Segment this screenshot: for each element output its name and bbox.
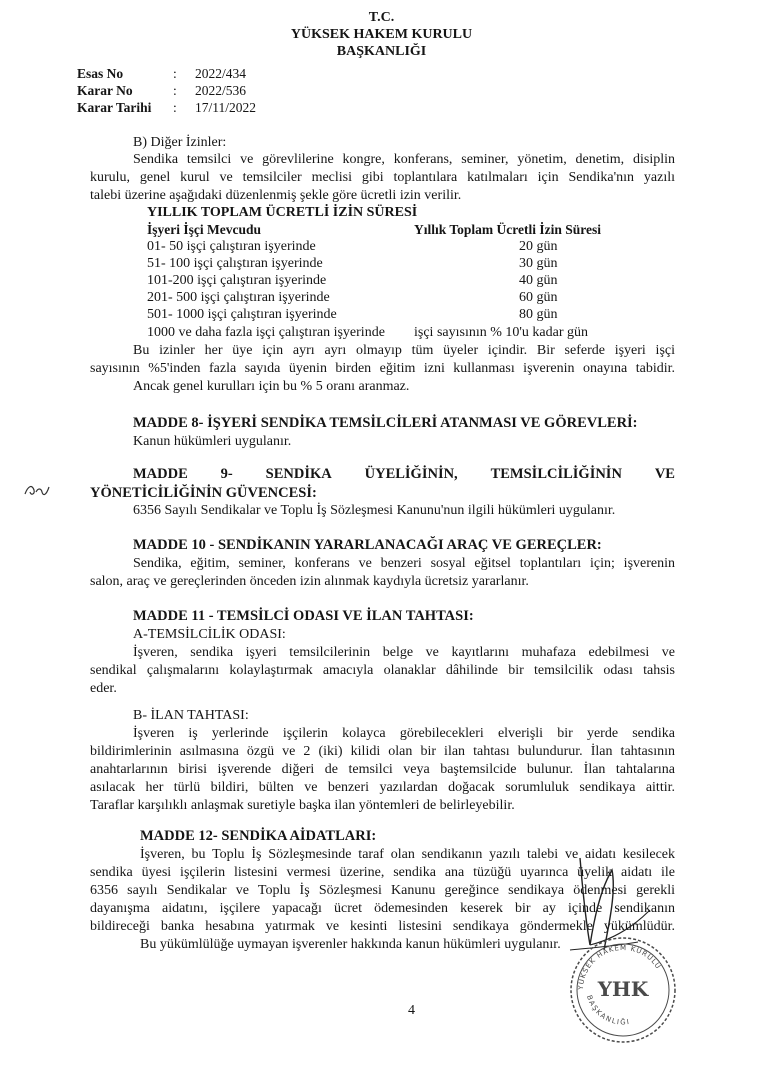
meta-esas-no: Esas No : 2022/434 xyxy=(77,66,247,81)
madde10-body-line: salon, araç ve gereçlerinden önceden izin alınmak kaydıyla ücretsiz yararlanır. xyxy=(90,574,529,589)
madde11-b-line: Taraflar karşılıklı anlaşmak suretiyle başka ilan yöntemleri de belirleyebilir. xyxy=(90,798,515,813)
madde11-b-line: anahtarlarının birisi işverende diğeri de temsilci veya baştemsilcide bulunur. İlan tahtalarına xyxy=(90,762,675,777)
leave-table-col2-header: Yıllık Toplam Ücretli İzin Süresi xyxy=(414,222,602,237)
header-presidency: BAŞKANLIĞI xyxy=(336,44,427,59)
madde12-body-line: Bu yükümlülüğe uymayan işverenler hakkında kanun hükümleri uygulanır. xyxy=(140,937,561,952)
header-tc: T.C. xyxy=(368,10,395,25)
madde11-b-line: asılacak her türlü bildiri, bülten ve benzeri yazılardan doğacak sorumluluk sendikaya aittir. xyxy=(90,780,675,795)
svg-text:BAŞKANLIĞI: BAŞKANLIĞI xyxy=(584,994,632,1027)
leave-table-row-days: 20 gün xyxy=(519,239,558,254)
leave-table-row-days: 40 gün xyxy=(519,273,558,288)
madde9-body: 6356 Sayılı Sendikalar ve Toplu İş Sözleşmesi Kanunu'nun ilgili hükümleri uygulanır. xyxy=(133,503,616,518)
section-b-note-line: Bu izinler her üye için ayrı ayrı olmayıp tüm üyeler içindir. Bir seferde işyeri işçi xyxy=(133,343,675,358)
margin-initial-mark xyxy=(22,478,52,502)
madde11-a-line: eder. xyxy=(90,681,117,696)
madde11-b-line: İşveren iş yerlerinde işçilerin kolayca görebilecekleri elverişli bir yerde sendika xyxy=(133,726,675,741)
section-b-para-line: Sendika temsilci ve görevlilerine kongre, konferans, seminer, yönetim, denetim, disiplin xyxy=(133,152,675,167)
madde11-a-title: A-TEMSİLCİLİK ODASI: xyxy=(133,627,286,642)
madde12-body-line: bildireceği banka hesabına yatırmak ve kesinti listesini sendikaya göndermekle yükümlüdür. xyxy=(90,919,675,934)
madde12-body-line: dayanışma aidatını, işçilere yapacağı ücret ödemesinden keserek bir ay içinde sendikanın xyxy=(90,901,675,916)
leave-table-row-range: 201- 500 işçi çalıştıran işyerinde xyxy=(147,290,330,305)
madde11-b-title: B- İLAN TAHTASI: xyxy=(133,708,249,723)
leave-table-row-range: 1000 ve daha fazla işçi çalıştıran işyerinde xyxy=(147,325,385,340)
leave-table-title: YILLIK TOPLAM ÜCRETLİ İZİN SÜRESİ xyxy=(147,205,418,220)
meta-karar-no: Karar No : 2022/536 xyxy=(77,83,247,98)
madde10-heading: MADDE 10 - SENDİKANIN YARARLANACAĞI ARAÇ VE GEREÇLER: xyxy=(133,537,602,553)
leave-table-row-range: 101-200 işçi çalıştıran işyerinde xyxy=(147,273,327,288)
madde9-heading-line2: YÖNETİCİLİĞİNİN GÜVENCESİ: xyxy=(90,485,317,501)
section-b-note-line: Ancak genel kurulları için bu % 5 oranı aranmaz. xyxy=(133,379,410,394)
official-stamp xyxy=(563,930,683,1050)
madde11-b-line: bildirimlerinin asılmasına özgü ve 2 (iki) kilidi olan bir ilan tahtası bulundurur. İlan tahtasının xyxy=(90,744,675,759)
madde12-heading: MADDE 12- SENDİKA AİDATLARI: xyxy=(140,828,377,844)
madde8-body: Kanun hükümleri uygulanır. xyxy=(133,434,292,449)
madde11-a-line: İşveren, sendika işyeri temsilcilerinin belge ve kayıtlarını muhafaza edebilmesi ve xyxy=(133,645,675,660)
leave-table-col1-header: İşyeri İşçi Mevcudu xyxy=(147,222,261,237)
madde12-body-line: İşveren, bu Toplu İş Sözleşmesinde taraf olan sendikanın yazılı talebi ve aidatı kesilecek xyxy=(140,847,675,862)
leave-table-row-days: 30 gün xyxy=(519,256,558,271)
section-b-para-line: talebi üzerine aşağıdaki düzenlenmiş şekle göre ücretli izin verilir. xyxy=(90,188,462,203)
leave-table-row-range: 501- 1000 işçi çalıştıran işyerinde xyxy=(147,307,337,322)
svg-text:YÜKSEK HAKEM KURULU: YÜKSEK HAKEM KURULU xyxy=(576,943,663,991)
page-number: 4 xyxy=(408,1003,415,1018)
leave-table-row-days: 80 gün xyxy=(519,307,558,322)
madde9-heading-line1: MADDE 9- SENDİKA ÜYELİĞİNİN, TEMSİLCİLİĞİNİN VE xyxy=(133,466,675,482)
header-institution: YÜKSEK HAKEM KURULU xyxy=(290,27,473,42)
section-b-note-line: sayısının %5'inden fazla sayıda üyenin birden eğitim izni kullanması işverenin onayına tabidir. xyxy=(90,361,675,376)
section-b-title: B) Diğer İzinler: xyxy=(133,135,227,150)
svg-text:YHK: YHK xyxy=(597,977,649,1001)
madde12-body-line: sendika üyesi işçilerin listesini vermesi üzerine, sendika ana tüzüğü uyarınca üyelik aidatı ile xyxy=(90,865,675,880)
leave-table-row-days: işçi sayısının % 10'u kadar gün xyxy=(414,325,588,340)
section-b-para-line: kurulu, genel kurul ve temsilciler meclisi gibi toplantılara katılmaları için Sendika'nın yazılı xyxy=(90,170,675,185)
leave-table-row-range: 01- 50 işçi çalıştıran işyerinde xyxy=(147,239,316,254)
madde11-heading: MADDE 11 - TEMSİLCİ ODASI VE İLAN TAHTASI: xyxy=(133,608,474,624)
madde11-a-line: sendikal çalışmalarını kolaylaştırmak amacıyla olanaklar dâhilinde bir temsilcilik odası tahsis xyxy=(90,663,675,678)
madde12-body-line: 6356 sayılı Sendikalar ve Toplu İş Sözleşmesi Kanunu gereğince sendikaya ödenmesi gerekli xyxy=(90,883,675,898)
madde8-heading: MADDE 8- İŞYERİ SENDİKA TEMSİLCİLERİ ATANMASI VE GÖREVLERİ: xyxy=(133,415,638,431)
leave-table-row-range: 51- 100 işçi çalıştıran işyerinde xyxy=(147,256,323,271)
madde10-body-line: Sendika, eğitim, seminer, konferans ve benzeri sosyal eğitsel toplantıları için; işverenin xyxy=(133,556,675,571)
leave-table-row-days: 60 gün xyxy=(519,290,558,305)
meta-karar-tarihi: Karar Tarihi : 17/11/2022 xyxy=(77,100,257,115)
